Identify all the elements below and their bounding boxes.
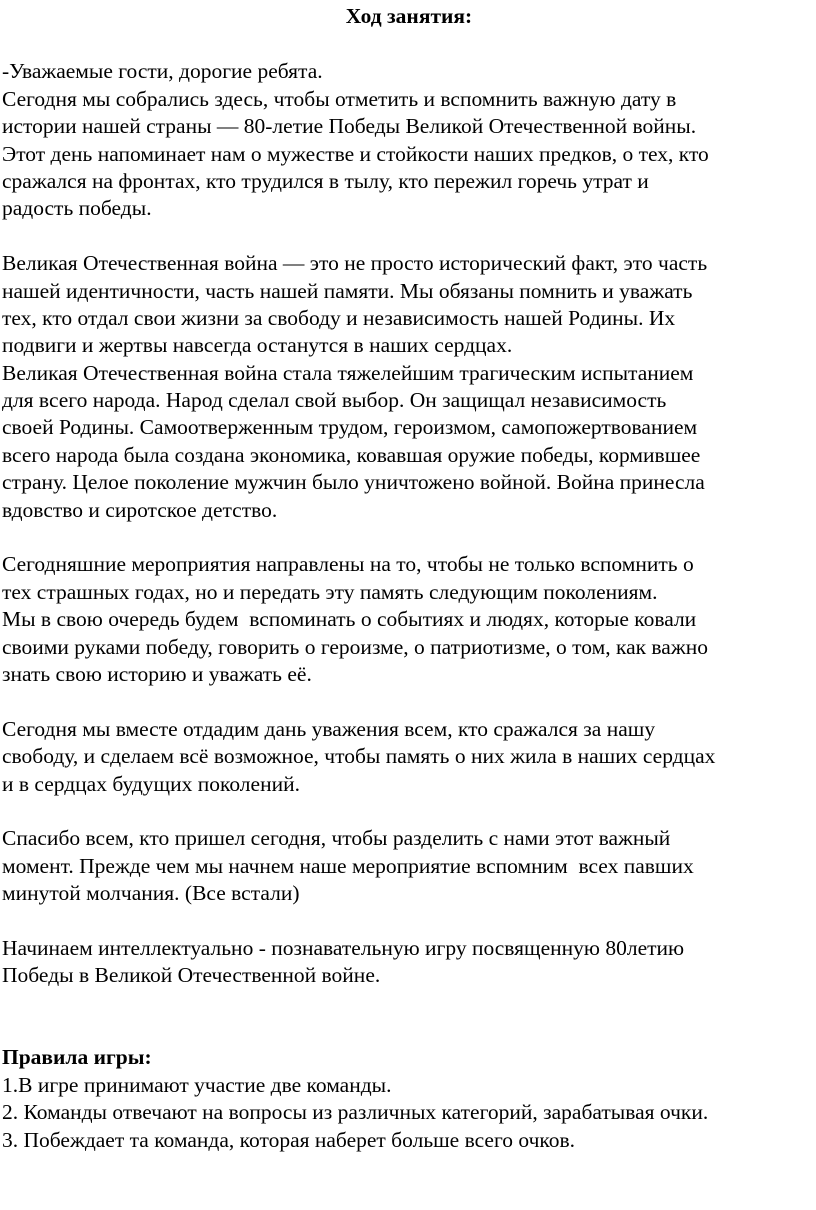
blank-line	[2, 1017, 816, 1044]
text-line: Великая Отечественная война — это не просто исторический факт, это часть	[2, 251, 708, 276]
text-line: -Уважаемые гости, дорогие ребята.	[2, 59, 323, 84]
text-line: своей Родины. Самоотверженным трудом, героизмом, самопожертвованием	[2, 415, 698, 440]
text-line: тех, кто отдал свои жизни за свободу и независимость нашей Родины. Их	[2, 305, 676, 330]
text-line: тех страшных годах, но и передать эту память следующим поколениям.	[2, 579, 658, 604]
rule-item: 1.В игре принимают участие две команды.	[2, 1072, 392, 1097]
blank-line	[2, 990, 816, 1017]
blank-line	[2, 524, 816, 551]
text-line: Спасибо всем, кто пришел сегодня, чтобы разделить с нами этот важный	[2, 826, 671, 851]
text-line: свободу, и сделаем всё возможное, чтобы память о них жила в наших сердцах	[2, 744, 716, 769]
text-line: знать свою историю и уважать её.	[2, 661, 312, 686]
text-line: радость победы.	[2, 196, 152, 221]
paragraph-greeting	[2, 58, 816, 222]
text-line: минутой молчания. (Все встали)	[2, 881, 300, 906]
text-line: Начинаем интеллектуально - познавательную игру посвященную 80летию	[2, 935, 685, 960]
text-line: и в сердцах будущих поколений.	[2, 771, 300, 796]
rule-item: 2. Команды отвечают на вопросы из различных категорий, зарабатывая очки.	[2, 1100, 709, 1125]
text-line: Сегодня мы собрались здесь, чтобы отметить и вспомнить важную дату в	[2, 86, 677, 111]
text-line: всего народа была создана экономика, ковавшая оружие победы, кормившее	[2, 442, 701, 467]
blank-line	[2, 908, 816, 935]
text-line: Мы в свою очередь будем вспоминать о событиях и людях, которые ковали	[2, 607, 697, 632]
blank-line	[2, 688, 816, 715]
blank-line	[2, 798, 816, 825]
rule-item: 3. Побеждает та команда, которая наберет больше всего очков.	[2, 1127, 576, 1152]
paragraph-game-start	[2, 935, 816, 990]
paragraph-war-history	[2, 250, 816, 524]
rules-heading: Правила игры:	[2, 1045, 152, 1070]
rules-section	[2, 1044, 816, 1154]
text-line: для всего народа. Народ сделал свой выбор. Он защищал независимость	[2, 388, 667, 413]
text-line: Великая Отечественная война стала тяжелейшим трагическим испытанием	[2, 360, 694, 385]
paragraph-minute-of-silence	[2, 825, 816, 907]
blank-line	[2, 223, 816, 250]
text-line: момент. Прежде чем мы начнем наше мероприятие вспомним всех павших	[2, 853, 694, 878]
text-line: страну. Целое поколение мужчин было уничтожено войной. Война принесла	[2, 470, 705, 495]
blank-line	[2, 31, 816, 58]
text-line: Победы в Великой Отечественной войне.	[2, 963, 381, 988]
text-line: сражался на фронтах, кто трудился в тылу, кто пережил горечь утрат и	[2, 168, 649, 193]
text-line: подвиги и жертвы навсегда останутся в наших сердцах.	[2, 333, 513, 358]
text-line: Сегодняшние мероприятия направлены на то, чтобы не только вспомнить о	[2, 552, 694, 577]
text-line: вдовство и сиротское детство.	[2, 497, 278, 522]
text-line: истории нашей страны — 80-летие Победы Великой Отечественной войны.	[2, 114, 697, 139]
page-title: Ход занятия:	[345, 4, 473, 28]
paragraph-tribute	[2, 716, 816, 798]
text-line: своими руками победу, говорить о героизме, о патриотизме, о том, как важно	[2, 634, 708, 659]
paragraph-todays-events	[2, 551, 816, 688]
text-line: Этот день напоминает нам о мужестве и стойкости наших предков, о тех, кто	[2, 141, 709, 166]
text-line: Сегодня мы вместе отдадим дань уважения всем, кто сражался за нашу	[2, 716, 656, 741]
text-line: нашей идентичности, часть нашей памяти. Мы обязаны помнить и уважать	[2, 278, 693, 303]
